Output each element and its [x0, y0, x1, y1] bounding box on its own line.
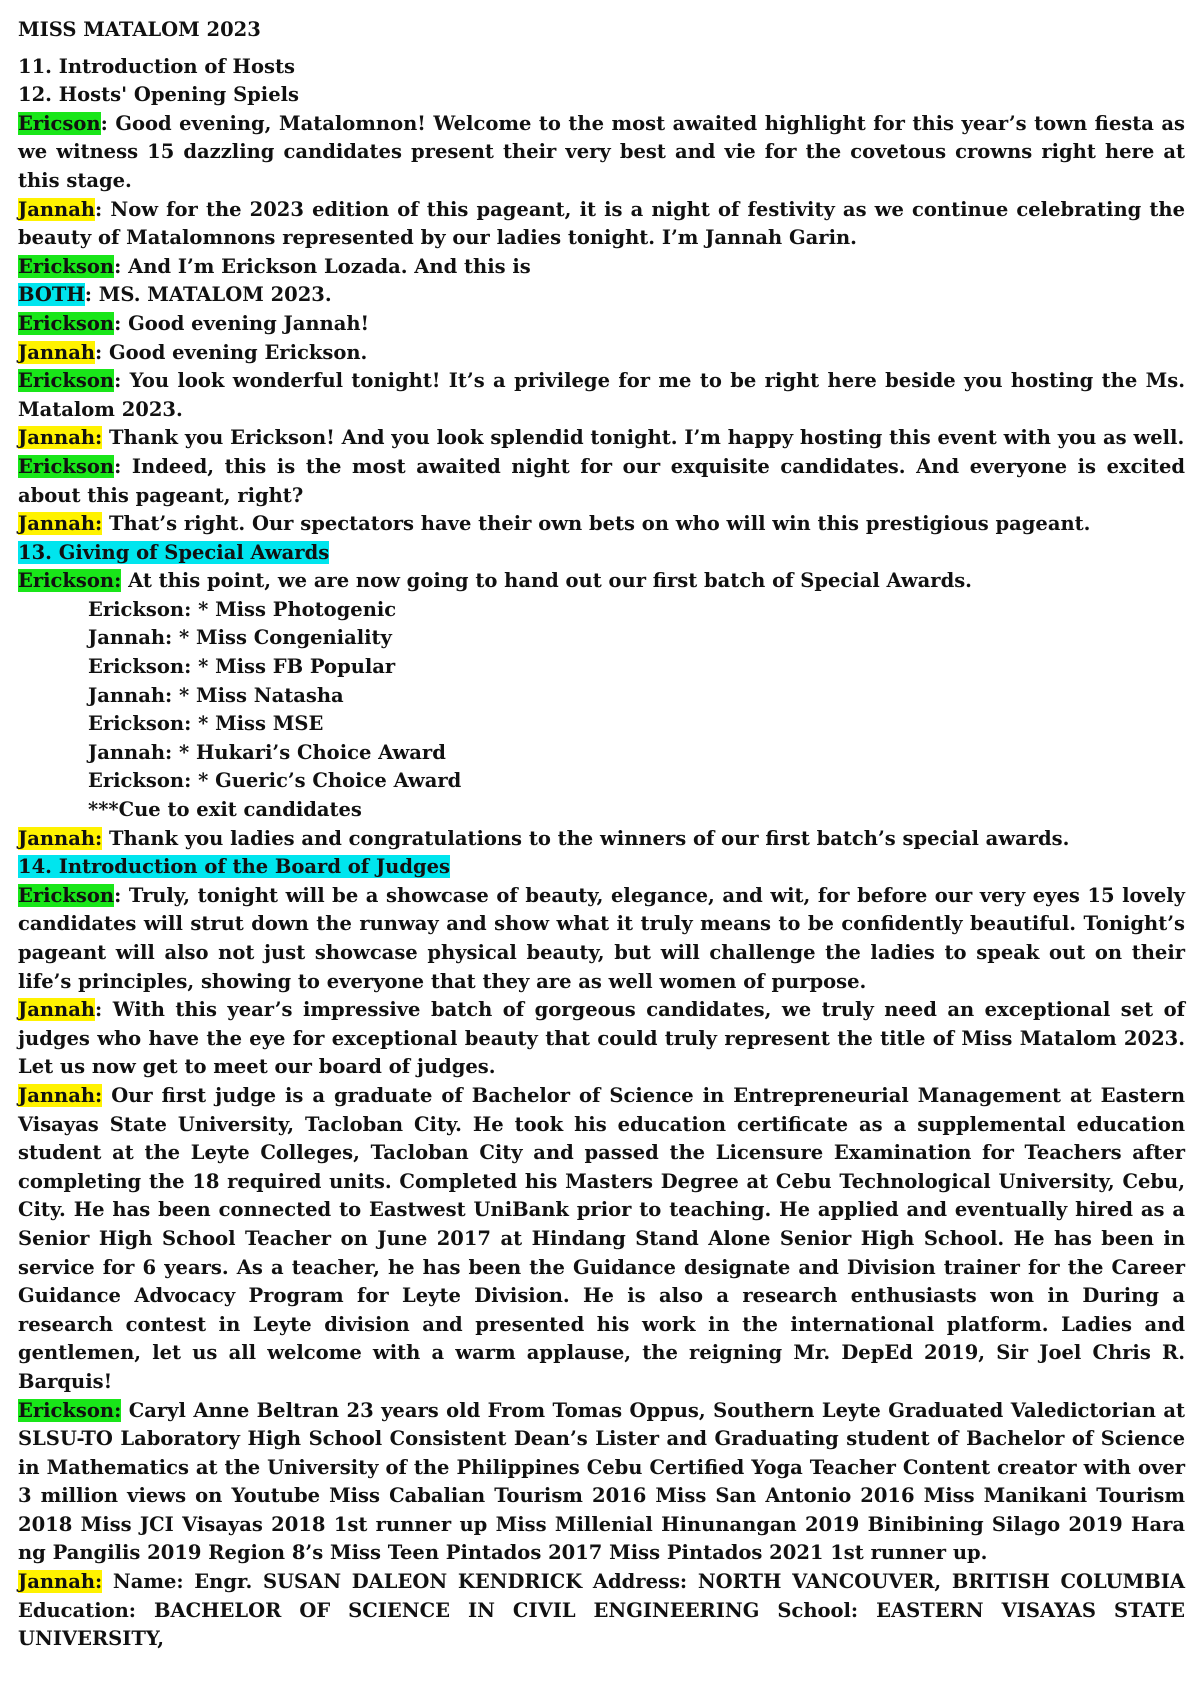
- section-heading-intro-hosts: 11. Introduction of Hosts: [18, 54, 295, 78]
- line-text: Our first judge is a graduate of Bachelor of Science in Entrepreneurial Management at Eastern Visayas State University, Tacloban City. He took his education certificate as a supplemental education student at the Leyte Colleges, Tacloban City and passed the Licensure Examination for Teachers after completing the 18 required units. Completed his Masters Degree at Cebu Technological University, Cebu, City. He has been connected to Eastwest UniBank prior to teaching. He applied and eventually hired as a Senior High School Teacher on June 2017 at Hindang Stand Alone Senior High School. He has been in service for 6 years. As a teacher, he has been the Guidance designate and Division trainer for the Career Guidance Advocacy Program for Leyte Division. He is also a research enthusiasts won in During a research contest in Leyte division and presented his work in the international platform. Ladies and gentlemen, let us all welcome with a warm applause, the reigning Mr. DepEd 2019, Sir Joel Chris R. Barquis!: [18, 1083, 1185, 1393]
- line-text: Thank you Erickson! And you look splendid tonight. I’m happy hosting this event with you as well.: [102, 426, 1185, 450]
- speaker-name: Jannah: [18, 340, 96, 364]
- script-line: [18, 825, 1185, 854]
- award-item: Jannah: * Hukari’s Choice Award: [88, 740, 446, 764]
- speaker-name: Jannah:: [18, 512, 103, 536]
- script-line: [18, 510, 1185, 539]
- speaker-name: Erickson: [18, 254, 115, 278]
- speaker-name: Jannah: [18, 197, 96, 221]
- line-text: And I’m Erickson Lozada. And this is: [121, 254, 531, 278]
- award-item: Jannah: * Miss Congeniality: [88, 626, 392, 650]
- speaker-name: Jannah:: [18, 426, 103, 450]
- speaker-name: Erickson: [18, 369, 115, 393]
- script-line: Erickson: Indeed, this is the most awaited night for our exquisite candidates. And everyone is excited about this pageant, right?: [18, 454, 1185, 507]
- line-text: Caryl Anne Beltran 23 years old From Tomas Oppus, Southern Leyte Graduated Valedictorian at SLSU-TO Laboratory High School Consistent Dean’s Lister and Graduating student of Bachelor of Science in Mathematics at the University of the Philippines Cebu Certified Yoga Teacher Content creator with over 3 million views on Youtube Miss Cabalian Tourism 2016 Miss San Antonio 2016 Miss Manikani Tourism 2018 Miss JCI Visayas 2018 1st runner up Miss Millenial Hinunangan 2019 Binibining Silago 2019 Hara ng Pangilis 2019 Region 8’s Miss Teen Pintados 2017 Miss Pintados 2021 1st runner up.: [18, 1398, 1185, 1565]
- script-line: [18, 1397, 1185, 1569]
- script-line: Jannah: Good evening Erickson.: [18, 340, 368, 364]
- line-text: Thank you ladies and congratulations to the winners of our first batch’s special awards.: [102, 826, 1070, 850]
- script-line: BOTH: MS. MATALOM 2023.: [18, 283, 332, 307]
- line-text: Good evening Jannah!: [121, 311, 370, 335]
- line-text: With this year’s impressive batch of gorgeous candidates, we truly need an exceptional set of judges who have the eye for exceptional beauty that could truly represent the title of Miss Matalom 2023. Let us now get to meet our board of judges.: [18, 998, 1185, 1079]
- speaker-name: Erickson: [18, 311, 115, 335]
- script-line: Erickson: You look wonderful tonight! It’s a privilege for me to be right here beside you hosting the Ms. Matalom 2023.: [18, 369, 1185, 421]
- line-text: Good evening Erickson.: [102, 340, 368, 364]
- script-line: Erickson: Good evening Jannah!: [18, 311, 370, 335]
- speaker-name: Erickson:: [18, 1398, 122, 1422]
- section-heading-opening-spiels: 12. Hosts' Opening Spiels: [18, 83, 299, 107]
- section-heading-board-of-judges: 14. Introduction of the Board of Judges: [18, 855, 450, 879]
- award-item: Erickson: * Miss MSE: [88, 712, 324, 736]
- awards-list: [18, 596, 1185, 825]
- speaker-name: Jannah:: [18, 826, 103, 850]
- line-text: Name: Engr. SUSAN DALEON KENDRICK Address: NORTH VANCOUVER, BRITISH COLUMBIA Education: BACHELOR OF SCIENCE IN CIVIL ENGINEERING School: EASTERN VISAYAS STATE UNIVERSITY,: [18, 1570, 1185, 1651]
- script-line: [18, 1082, 1185, 1397]
- script-line: [18, 424, 1185, 453]
- script-line: Erickson: And I’m Erickson Lozada. And this is: [18, 254, 531, 278]
- document-page: [18, 16, 1185, 1654]
- document-title: MISS MATALOM 2023: [18, 18, 261, 41]
- award-cue: ***Cue to exit candidates: [88, 798, 362, 822]
- line-text: MS. MATALOM 2023.: [91, 283, 332, 307]
- script-line: Jannah: With this year’s impressive batch of gorgeous candidates, we truly need an exceptional set of judges who have the eye for exceptional beauty that could truly represent the title of Miss Matalom 2023. Let us now get to meet our board of judges.: [18, 998, 1185, 1079]
- section-heading-special-awards: 13. Giving of Special Awards: [18, 540, 330, 564]
- line-text: Good evening, Matalomnon! Welcome to the most awaited highlight for this year’s town fiesta as we witness 15 dazzling candidates present their very best and vie for the covetous crowns right here at this stage.: [18, 111, 1185, 192]
- speaker-name: Jannah: [18, 998, 96, 1022]
- line-text: Truly, tonight will be a showcase of beauty, elegance, and wit, for before our very eyes 15 lovely candidates will strut down the runway and show what it truly means to be confidently beautiful. Tonight’s pageant will also not just showcase physical beauty, but will challenge the ladies to speak out on their life’s principles, showing to everyone that they are as well women of purpose.: [18, 883, 1185, 993]
- script-line: [18, 567, 1185, 596]
- speaker-name: Erickson: [18, 454, 115, 478]
- award-item: Jannah: * Miss Natasha: [88, 683, 344, 707]
- award-item: Erickson: * Miss FB Popular: [88, 655, 396, 679]
- speaker-name: BOTH: [18, 283, 85, 307]
- line-text: You look wonderful tonight! It’s a privilege for me to be right here beside you hosting the Ms. Matalom 2023.: [18, 369, 1185, 421]
- line-text: At this point, we are now going to hand out our first batch of Special Awards.: [121, 569, 972, 593]
- script-line: Ericson: Good evening, Matalomnon! Welcome to the most awaited highlight for this year’s town fiesta as we witness 15 dazzling candidates present their very best and vie for the covetous crowns right here at this stage.: [18, 111, 1185, 192]
- speaker-name: Ericson: [18, 111, 101, 135]
- award-item: Erickson: * Miss Photogenic: [88, 597, 397, 621]
- speaker-name: Jannah:: [18, 1083, 103, 1107]
- award-item: Erickson: * Gueric’s Choice Award: [88, 769, 462, 793]
- speaker-name: Erickson:: [18, 569, 122, 593]
- script-line: Jannah: Now for the 2023 edition of this pageant, it is a night of festivity as we continue celebrating the beauty of Matalomnons represented by our ladies tonight. I’m Jannah Garin.: [18, 197, 1185, 250]
- speaker-name: Jannah:: [18, 1570, 103, 1594]
- script-line: [18, 1568, 1185, 1654]
- line-text: That’s right. Our spectators have their own bets on who will win this prestigious pageant.: [102, 512, 1091, 536]
- script-line: Erickson: Truly, tonight will be a showcase of beauty, elegance, and wit, for before our very eyes 15 lovely candidates will strut down the runway and show what it truly means to be confidently beautiful. Tonight’s pageant will also not just showcase physical beauty, but will challenge the ladies to speak out on their life’s principles, showing to everyone that they are as well women of purpose.: [18, 883, 1185, 993]
- speaker-name: Erickson: [18, 883, 115, 907]
- line-text: Now for the 2023 edition of this pageant, it is a night of festivity as we continue celebrating the beauty of Matalomnons represented by our ladies tonight. I’m Jannah Garin.: [18, 197, 1185, 250]
- line-text: Indeed, this is the most awaited night for our exquisite candidates. And everyone is excited about this pageant, right?: [18, 454, 1185, 507]
